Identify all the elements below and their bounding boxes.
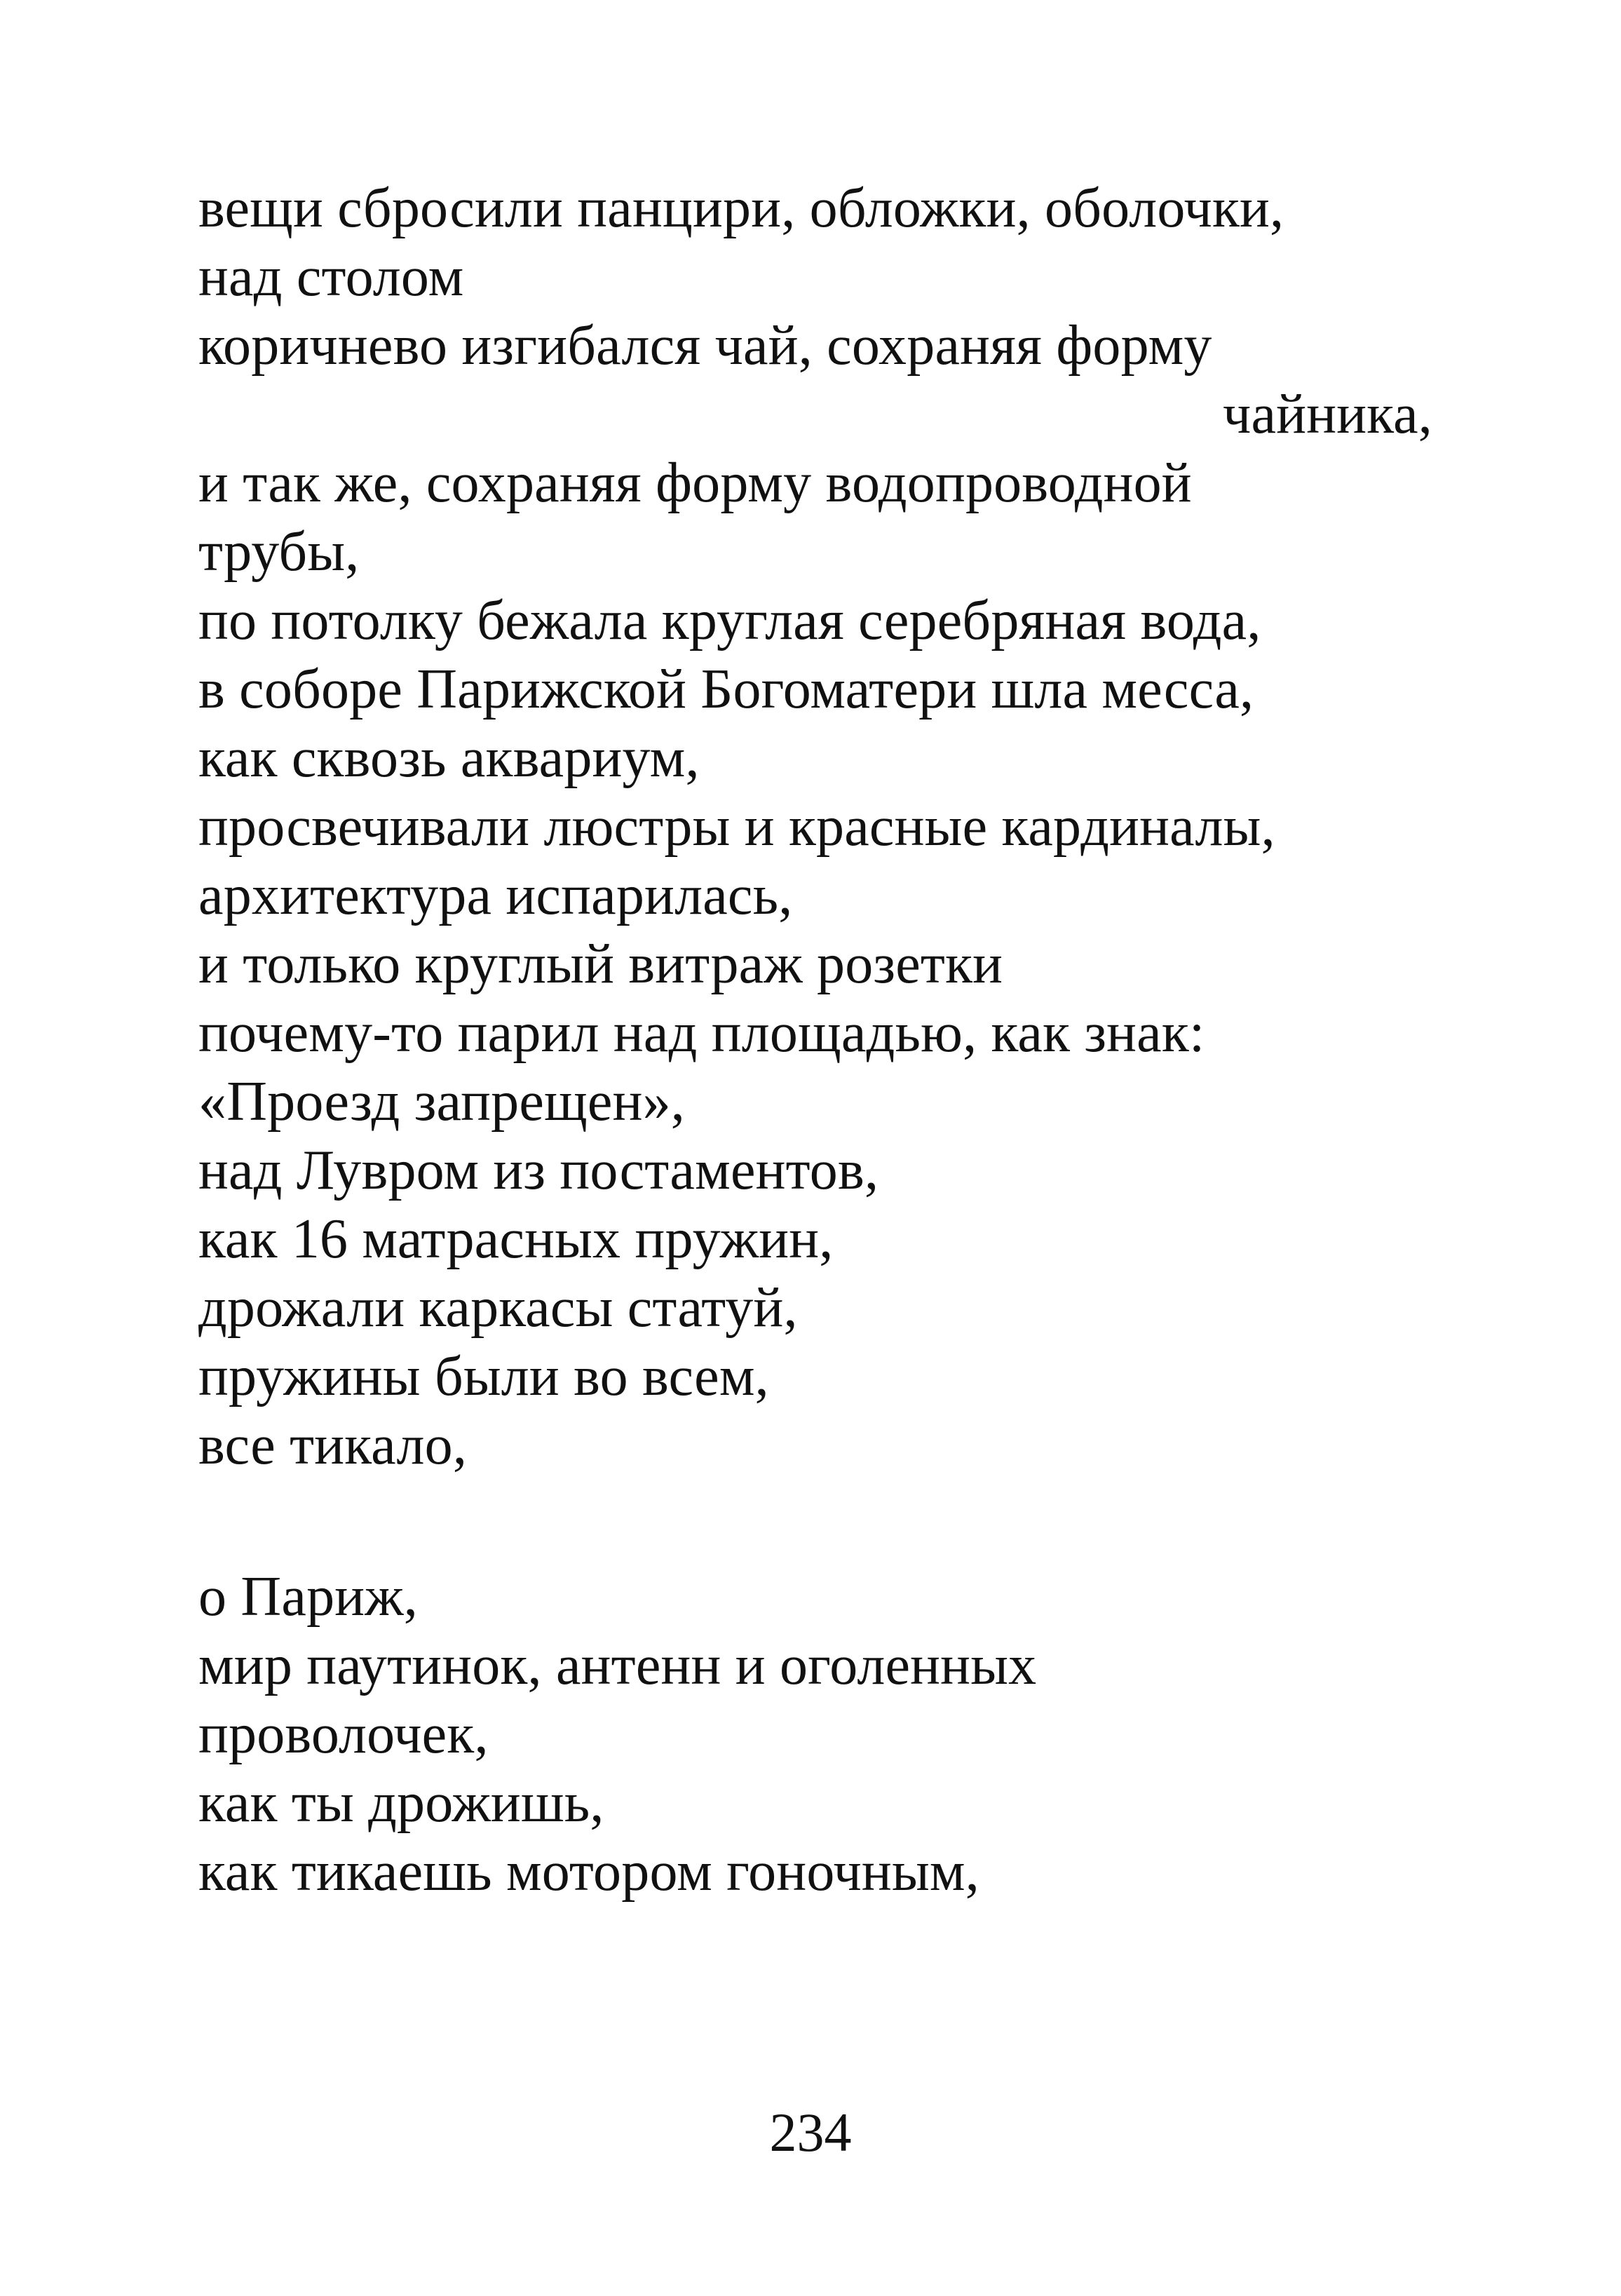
poem-line: о Париж, — [198, 1566, 418, 1628]
poem-line-right-aligned: чайника, — [1223, 384, 1432, 445]
page-number: 234 — [769, 2102, 852, 2163]
poem-line: по потолку бежала круглая серебряная вода, — [198, 590, 1261, 651]
poem-line: как ты дрожишь, — [198, 1772, 604, 1834]
stanza-break — [198, 1480, 1432, 1562]
poem-line: просвечивали люстры и красные кардиналы, — [198, 796, 1275, 858]
poem-line: коричнево изгибался чай, сохраняя форму — [198, 315, 1212, 377]
poem-line: и только круглый витраж розетки — [198, 933, 1003, 995]
poem-line: почему-то парил над площадью, как знак: — [198, 1002, 1205, 1064]
poem-line: проволочек, — [198, 1703, 489, 1765]
poem-text — [198, 174, 1432, 1906]
poem-line: пружины были во всем, — [198, 1346, 769, 1407]
poem-line: вещи сбросили панцири, обложки, оболочки, — [198, 177, 1284, 239]
poem-line: и так же, сохраняя форму водопроводной — [198, 452, 1192, 514]
poem-line: «Проезд запрещен», — [198, 1071, 685, 1133]
poem-line: трубы, — [198, 521, 360, 583]
poem-line: архитектура испарилась, — [198, 865, 793, 926]
poem-line: над Лувром из постаментов, — [198, 1140, 879, 1201]
poem-line: все тикало, — [198, 1414, 468, 1476]
poem-line: как сквозь аквариум, — [198, 727, 700, 789]
poem-line: как тикаешь мотором гоночным, — [198, 1841, 979, 1903]
poem-line: в соборе Парижской Богоматери шла месса, — [198, 659, 1254, 720]
poem-line: над столом — [198, 246, 464, 308]
poem-line: дрожали каркасы статуй, — [198, 1277, 798, 1339]
poem-line: как 16 матрасных пружин, — [198, 1208, 834, 1270]
poem-line: мир паутинок, антенн и оголенных — [198, 1635, 1037, 1696]
